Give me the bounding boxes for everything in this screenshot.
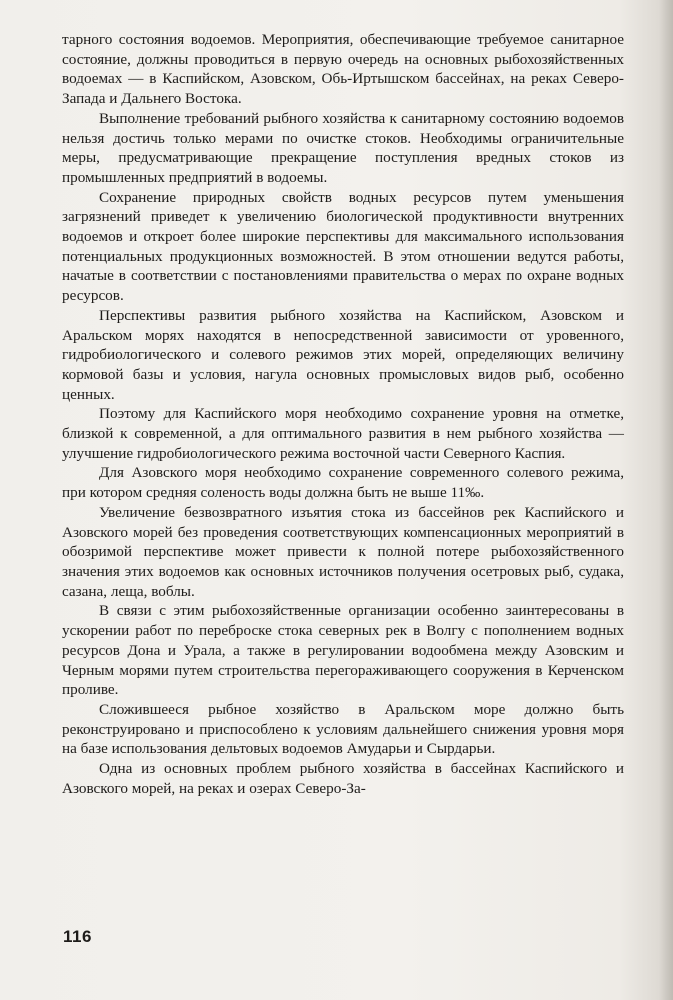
paragraph-1: тарного состояния водоемов. Мероприятия, обеспечивающие требуемое санитарное состояние, должны проводиться в первую очередь на основных рыбохозяйственных водоемах — в Каспийском, Азовском, Обь-Иртышском бассейнах, на реках Северо-Запада и Дальнего Востока. (62, 31, 624, 108)
paragraph-6: Для Азовского моря необходимо сохранение современного солевого режима, при котором средняя соленость воды должна быть не выше 11‰. (62, 464, 624, 502)
paragraph-2: Выполнение требований рыбного хозяйства к санитарному состоянию водоемов нельзя достичь только мерами по очистке стоков. Необходимы ограничительные меры, предусматривающие прекращение поступления вредных стоков из промышленных предприятий в водоемы. (62, 109, 624, 186)
paragraph-7: Увеличение безвозвратного изъятия стока из бассейнов рек Каспийского и Азовского морей без проведения соответствующих компенсационных мероприятий в обозримой перспективе может привести к полной потере рыбохозяйственного значения этих водоемов как основных источников получения осетровых рыб, судака, сазана, леща, воблы. (62, 503, 624, 600)
paragraph-9: Сложившееся рыбное хозяйство в Аральском море должно быть реконструировано и приспособлено к условиям дальнейшего снижения уровня моря на базе использования дельтовых водоемов Амударьи и Сырдарьи. (62, 700, 624, 758)
paragraph-3: Сохранение природных свойств водных ресурсов путем уменьшения загрязнений приведет к увеличению биологической продуктивности внутренних водоемов и откроет более широкие перспективы для максимального использования потенциальных продукционных возможностей. В этом отношении ведутся работы, начатые в соответствии с постановлениями правительства о мерах по охране водных ресурсов. (62, 188, 624, 305)
paragraph-4: Перспективы развития рыбного хозяйства на Каспийском, Азовском и Аральском морях находятся в непосредственной зависимости от уровенного, гидробиологического и солевого режимов этих морей, определяющих величину кормовой базы и условия, нагула основных промысловых видов рыб, особенно ценных. (62, 306, 624, 403)
paragraph-8: В связи с этим рыбохозяйственные организации особенно заинтересованы в ускорении работ по переброске стока северных рек в Волгу с пополнением водных ресурсов Дона и Урала, а также в регулировании водообмена между Азовским и Черным морями путем строительства перегораживающего сооружения в Керченском проливе. (62, 602, 624, 699)
page-number: 116 (63, 927, 92, 946)
page-spine-shadow (659, 0, 673, 1000)
paragraph-10: Одна из основных проблем рыбного хозяйства в бассейнах Каспийского и Азовского морей, на реках и озерах Северо-За- (62, 760, 624, 797)
paragraph-5: Поэтому для Каспийского моря необходимо сохранение уровня на отметке, близкой к современной, а для оптимального развития в нем рыбного хозяйства — улучшение гидробиологического режима восточной части Северного Каспия. (62, 405, 624, 462)
body-text (62, 30, 624, 798)
